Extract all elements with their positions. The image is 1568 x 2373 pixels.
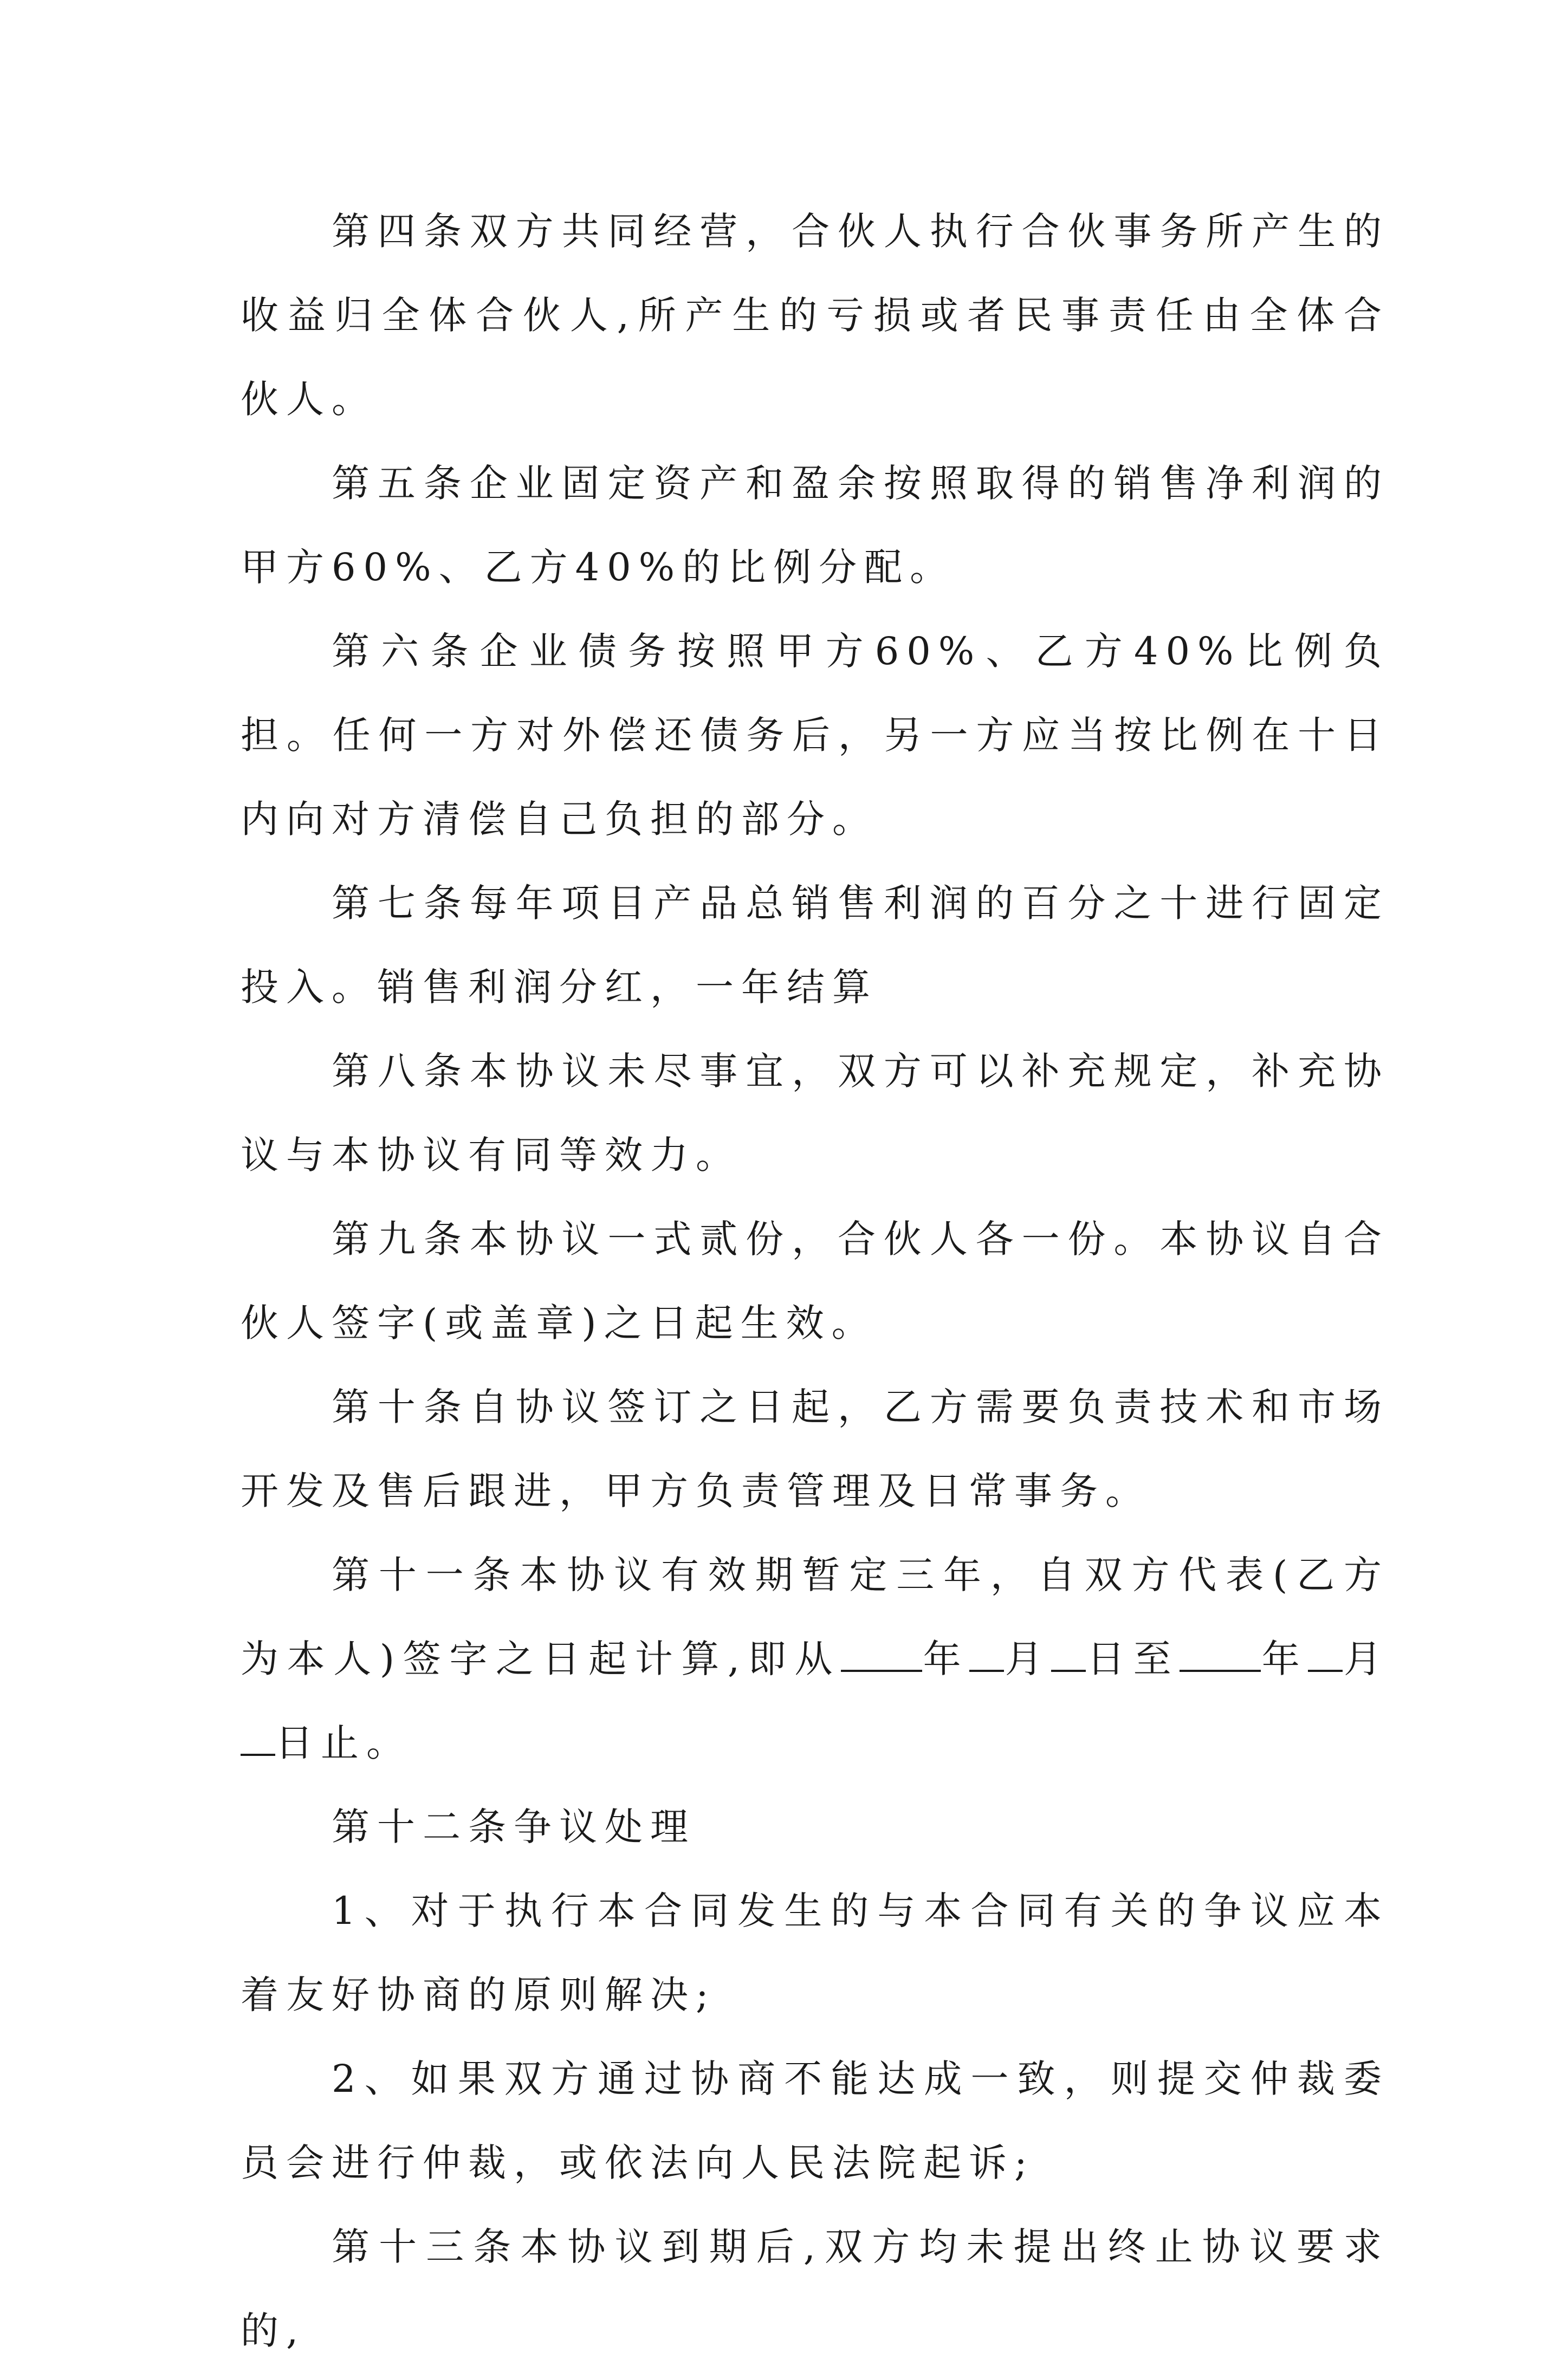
document-body (241, 190, 1389, 2373)
end-day-label: 日止。 (275, 1721, 412, 1765)
clause-8: 第八条本协议未尽事宜，双方可以补充规定，补充协议与本协议有同等效力。 (241, 1049, 1389, 1177)
start-month-blank (969, 1637, 1004, 1672)
clause-7: 第七条每年项目产品总销售利润的百分之十进行固定投入。销售利润分红，一年结算 (241, 881, 1389, 1009)
start-day-label: 日至 (1086, 1637, 1180, 1681)
clause-13: 第十三条本协议到期后,双方均未提出终止协议要求的, (241, 2225, 1389, 2353)
start-day-blank (1051, 1637, 1086, 1672)
end-month-label: 月 (1343, 1637, 1390, 1681)
clause-6: 第六条企业债务按照甲方60%、乙方40%比例负担。任何一方对外偿还债务后，另一方应当按比例在十日内向对方清偿自己负担的部分。 (241, 629, 1389, 841)
clause-12-item-2: 2、如果双方通过协商不能达成一致，则提交仲裁委员会进行仲裁，或依法向人民法院起诉; (241, 2057, 1389, 2185)
start-month-label: 月 (1004, 1637, 1052, 1681)
clause-11-text: 第十一条本协议有效期暂定三年，自双方代表(乙方为本人)签字之日起计算,即从 (241, 1553, 1389, 1681)
clause-12-heading: 第十二条争议处理 (332, 1805, 696, 1849)
end-month-blank (1308, 1637, 1343, 1672)
end-year-label: 年 (1261, 1637, 1308, 1681)
clause-10: 第十条自协议签订之日起，乙方需要负责技术和市场开发及售后跟进，甲方负责管理及日常事务。 (241, 1385, 1389, 1513)
clause-5: 第五条企业固定资产和盈余按照取得的销售净利润的甲方60%、乙方40%的比例分配。 (241, 461, 1389, 589)
clause-11 (241, 1533, 1389, 1785)
end-year-blank (1180, 1637, 1261, 1672)
start-year-label: 年 (922, 1637, 970, 1681)
clause-4: 第四条双方共同经营，合伙人执行合伙事务所产生的收益归全体合伙人,所产生的亏损或者民事责任由全体合伙人。 (241, 209, 1389, 422)
clause-12-item-1: 1、对于执行本合同发生的与本合同有关的争议应本着友好协商的原则解决; (241, 1889, 1389, 2017)
start-year-blank (841, 1637, 922, 1672)
end-day-blank (241, 1721, 275, 1756)
clause-9: 第九条本协议一式贰份，合伙人各一份。本协议自合伙人签字(或盖章)之日起生效。 (241, 1217, 1389, 1345)
